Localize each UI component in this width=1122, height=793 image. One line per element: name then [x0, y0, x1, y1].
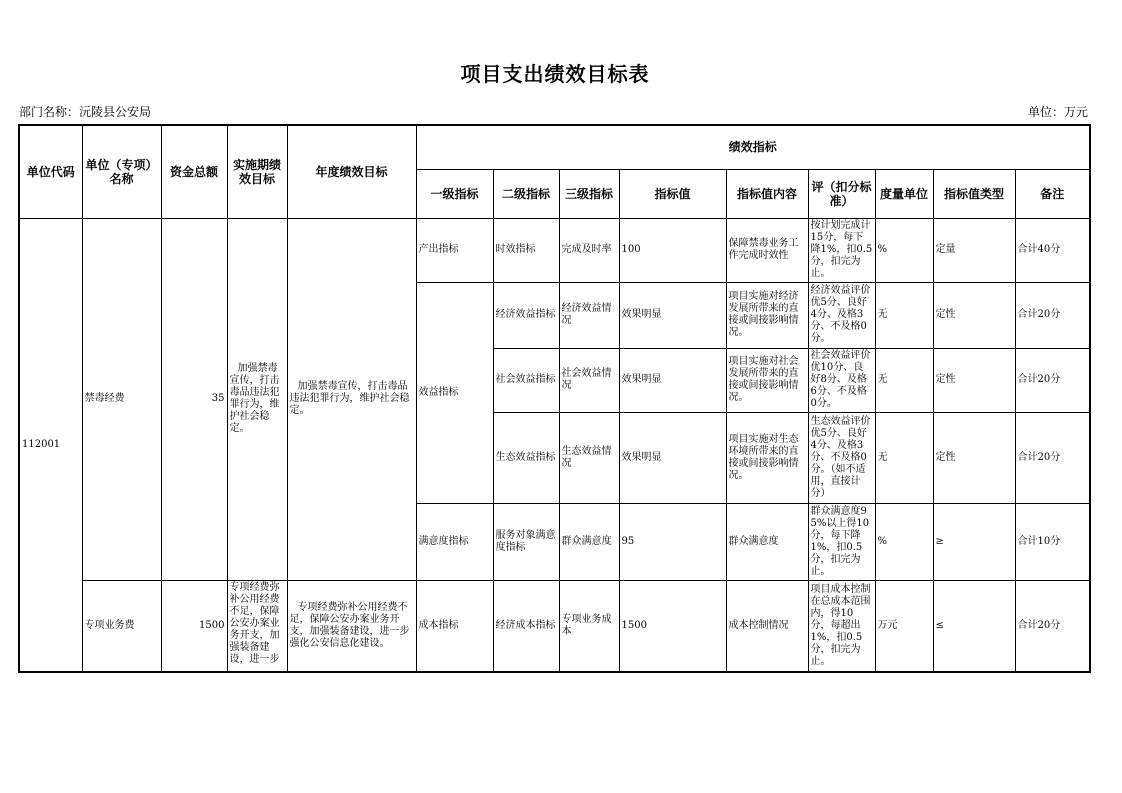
type-cell: 定性	[933, 348, 1015, 412]
value-cell: 95	[619, 503, 726, 580]
header-level2: 二级指标	[493, 169, 559, 218]
level2-cell: 时效指标	[493, 218, 559, 282]
header-total-funds: 资金总额	[161, 125, 227, 218]
level2-cell: 社会效益指标	[493, 348, 559, 412]
note-cell: 合计40分	[1015, 218, 1090, 282]
header-period-goal: 实施期绩效目标	[227, 125, 287, 218]
page-title: 项目支出绩效目标表	[460, 62, 650, 86]
measure-cell: 无	[875, 282, 933, 348]
note-cell: 合计20分	[1015, 282, 1090, 348]
value-cell: 效果明显	[619, 282, 726, 348]
content-cell: 项目实施对生态环境所带来的直接或间接影响情况。	[726, 412, 808, 503]
value-cell: 100	[619, 218, 726, 282]
project-name-cell: 禁毒经费	[82, 218, 161, 580]
content-cell: 项目实施对社会发展所带来的直接或间接影响情况。	[726, 348, 808, 412]
header-unit-code: 单位代码	[19, 125, 82, 218]
content-cell: 成本控制情况	[726, 580, 808, 672]
level1-cell: 成本指标	[416, 580, 493, 672]
header-level3: 三级指标	[559, 169, 619, 218]
score-cell: 群众满意度95%以上得10分，每下降1%，扣0.5分，扣完为止。	[808, 503, 875, 580]
score-cell: 项目成本控制在总成本范围内，得10分，每超出1%，扣0.5分，扣完为止。	[808, 580, 875, 672]
header-score: 评（扣分标准）	[808, 169, 875, 218]
header-unit-name: 单位（专项）名称	[82, 125, 161, 218]
level3-cell: 群众满意度	[559, 503, 619, 580]
level2-cell: 经济成本指标	[493, 580, 559, 672]
table-row	[19, 218, 1090, 282]
period-goal-cell: 专项经费弥补公用经费不足，保障公安办案业务开支，加强装备建设，进一步	[227, 580, 287, 672]
level3-cell: 经济效益情况	[559, 282, 619, 348]
content-cell: 群众满意度	[726, 503, 808, 580]
project-name-cell: 专项业务费	[82, 580, 161, 672]
header-measure: 度量单位	[875, 169, 933, 218]
header-type: 指标值类型	[933, 169, 1015, 218]
score-cell: 生态效益评价优5分、良好4分、及格3分、不及格0分。（如不适用，直接计分）	[808, 412, 875, 503]
measure-cell: %	[875, 503, 933, 580]
level1-cell: 效益指标	[416, 282, 493, 503]
project-total-cell: 35	[161, 218, 227, 580]
value-cell: 效果明显	[619, 412, 726, 503]
value-cell: 1500	[619, 580, 726, 672]
period-goal-cell: 加强禁毒宣传，打击毒品违法犯罪行为，维护社会稳定。	[227, 218, 287, 580]
header-performance-indicators: 绩效指标	[416, 125, 1090, 169]
project-total-cell: 1500	[161, 580, 227, 672]
level1-cell: 产出指标	[416, 218, 493, 282]
level3-cell: 社会效益情况	[559, 348, 619, 412]
measure-cell: 无	[875, 412, 933, 503]
score-cell: 社会效益评价优10分、良好8分、及格6分、不及格0分。	[808, 348, 875, 412]
content-cell: 项目实施对经济发展所带来的直接或间接影响情况。	[726, 282, 808, 348]
note-cell: 合计20分	[1015, 348, 1090, 412]
measure-cell: %	[875, 218, 933, 282]
table-row	[19, 580, 1090, 672]
level3-cell: 生态效益情况	[559, 412, 619, 503]
measure-cell: 无	[875, 348, 933, 412]
type-cell: 定性	[933, 412, 1015, 503]
header-level1: 一级指标	[416, 169, 493, 218]
annual-goal-cell: 专项经费弥补公用经费不足，保障公安办案业务开支，加强装备建设，进一步强化公安信息化建设。	[287, 580, 416, 672]
header-note: 备注	[1015, 169, 1090, 218]
header-annual-goal: 年度绩效目标	[287, 125, 416, 218]
header-value: 指标值	[619, 169, 726, 218]
annual-goal-cell: 加强禁毒宣传，打击毒品违法犯罪行为，维护社会稳定。	[287, 218, 416, 580]
score-cell: 经济效益评价优5分、良好4分、及格3分、不及格0分。	[808, 282, 875, 348]
content-cell: 保障禁毒业务工作完成时效性	[726, 218, 808, 282]
unit-label: 单位：万元	[1028, 105, 1089, 119]
note-cell: 合计10分	[1015, 503, 1090, 580]
level1-cell: 满意度指标	[416, 503, 493, 580]
type-cell: ≥	[933, 503, 1015, 580]
measure-cell: 万元	[875, 580, 933, 672]
value-cell: 效果明显	[619, 348, 726, 412]
type-cell: ≤	[933, 580, 1015, 672]
note-cell: 合计20分	[1015, 580, 1090, 672]
type-cell: 定量	[933, 218, 1015, 282]
note-cell: 合计20分	[1015, 412, 1090, 503]
unit-code-cell: 112001	[19, 218, 82, 672]
header-content: 指标值内容	[726, 169, 808, 218]
level2-cell: 经济效益指标	[493, 282, 559, 348]
department-label: 部门名称：沅陵县公安局	[19, 105, 152, 119]
type-cell: 定性	[933, 282, 1015, 348]
level3-cell: 专项业务成本	[559, 580, 619, 672]
level3-cell: 完成及时率	[559, 218, 619, 282]
level2-cell: 服务对象满意度指标	[493, 503, 559, 580]
level2-cell: 生态效益指标	[493, 412, 559, 503]
performance-table	[18, 124, 1091, 673]
score-cell: 按计划完成计15分，每下降1%，扣0.5分，扣完为止。	[808, 218, 875, 282]
